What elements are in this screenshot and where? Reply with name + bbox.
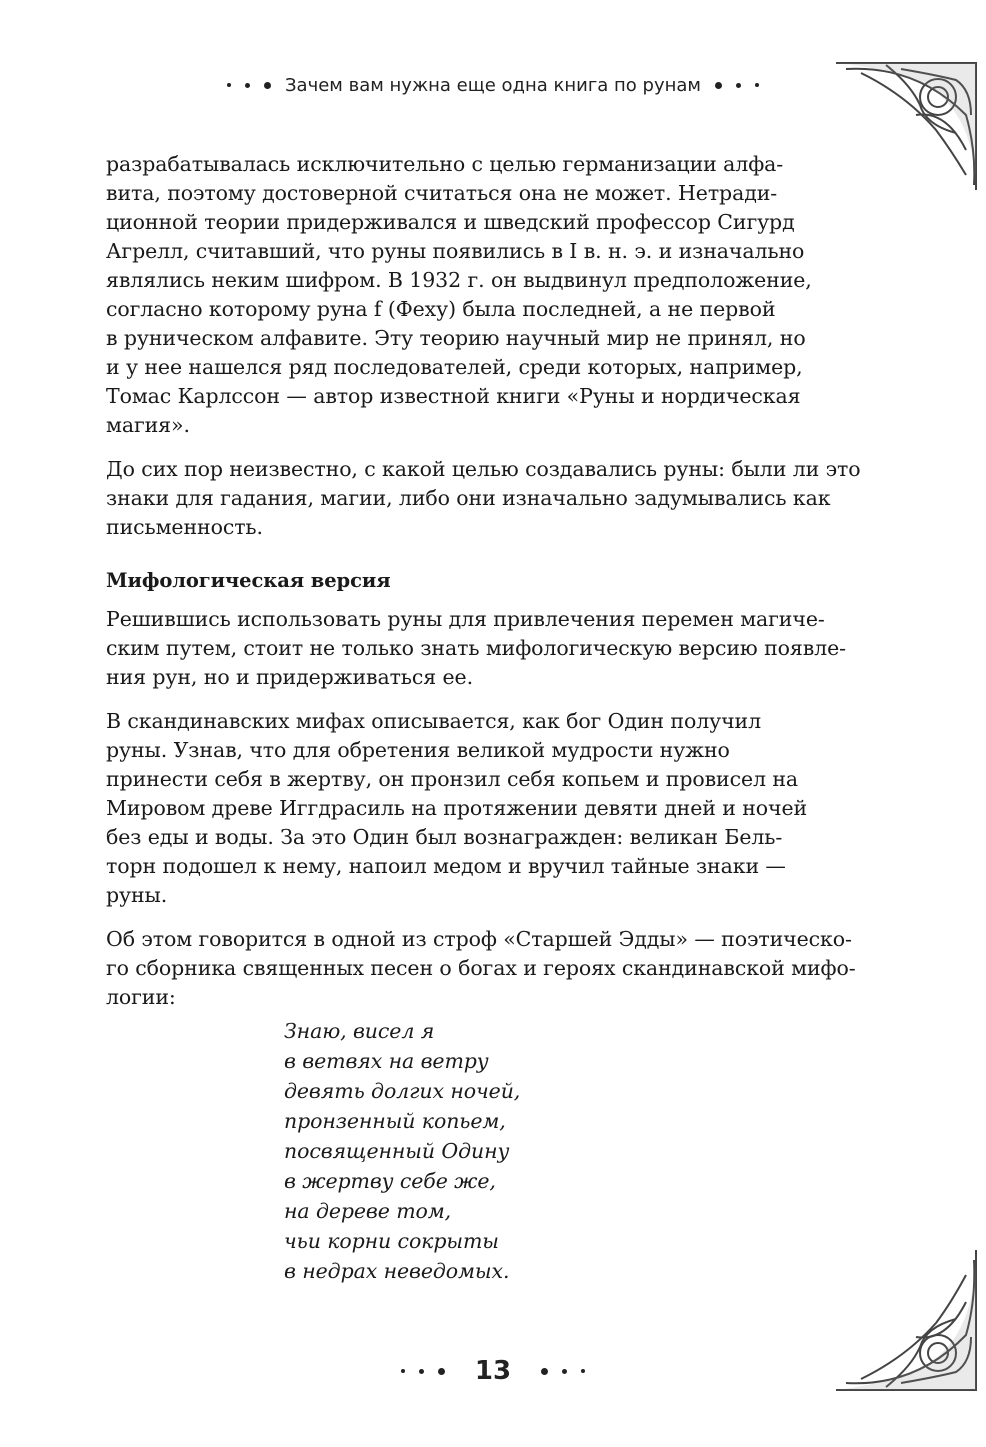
footer-dots-left [401, 1368, 445, 1375]
paragraph: Решившись использовать руны для привлечения перемен магиче- ским путем, стоит не только знать мифологическую версию появле- ния рун, но и придерживаться ее. [106, 607, 846, 689]
paragraph: В скандинавских мифах описывается, как бог Один получил руны. Узнав, что для обретения великой мудрости нужно принести себя в жертву, он пронзил себя копьем и провисел на Мировом древе Иггдрасиль на протяжении девяти дней и ночей без еды и воды. За это Один был вознагражден: великан Бель- торн подошел к нему, напоил медом и вручил тайные знаки — руны. [106, 709, 808, 907]
running-title: Зачем вам нужна еще одна книга по рунам [285, 74, 701, 96]
paragraph: Об этом говорится в одной из строф «Старшей Эдды» — поэтическо- го сборника священных песен о богах и героях скандинавской мифо- логии: [106, 927, 856, 1009]
page-body [106, 150, 861, 1286]
footer-dots-right [541, 1368, 585, 1375]
paragraph: разрабатывалась исключительно с целью германизации алфа- вита, поэтому достоверной считаться она не может. Нетради- ционной теории придерживался и шведский профессор Сигурд Агрелл, считавший, что руны появились в I в. н. э. и изначально являлись неким шифром. В 1932 г. он выдвинул предположение, согласно которому руна f (Феху) была последней, а не первой в руническом алфавите. Эту теорию научный мир не принял, но и у нее нашелся ряд последователей, среди которых, например, Томас Карлссон — автор известной книги «Руны и нордическая магия». [106, 152, 812, 437]
poem-line: пронзенный копьем, [284, 1109, 506, 1133]
poem-line: на дереве том, [284, 1199, 452, 1223]
poem-stanza [284, 1016, 846, 1286]
section-heading: Мифологическая версия [106, 569, 391, 592]
header-dots-right [715, 82, 759, 89]
celtic-knot-top-icon [826, 55, 986, 195]
poem-line: Знаю, висел я [284, 1019, 435, 1043]
poem-line: в недрах неведомых. [284, 1259, 510, 1283]
page-number: 13 [474, 1356, 512, 1386]
poem-line: девять долгих ночей, [284, 1079, 521, 1103]
paragraph: До сих пор неизвестно, с какой целью создавались руны: были ли это знаки для гадания, магии, либо они изначально задумывались как письменность. [106, 457, 861, 539]
header-dots-left [227, 82, 271, 89]
page-footer [0, 1351, 986, 1391]
poem-line: в ветвях на ветру [284, 1049, 489, 1073]
poem-line: чьи корни сокрыты [284, 1229, 499, 1253]
poem-line: в жертву себе же, [284, 1169, 496, 1193]
poem-line: посвященный Одину [284, 1139, 510, 1163]
